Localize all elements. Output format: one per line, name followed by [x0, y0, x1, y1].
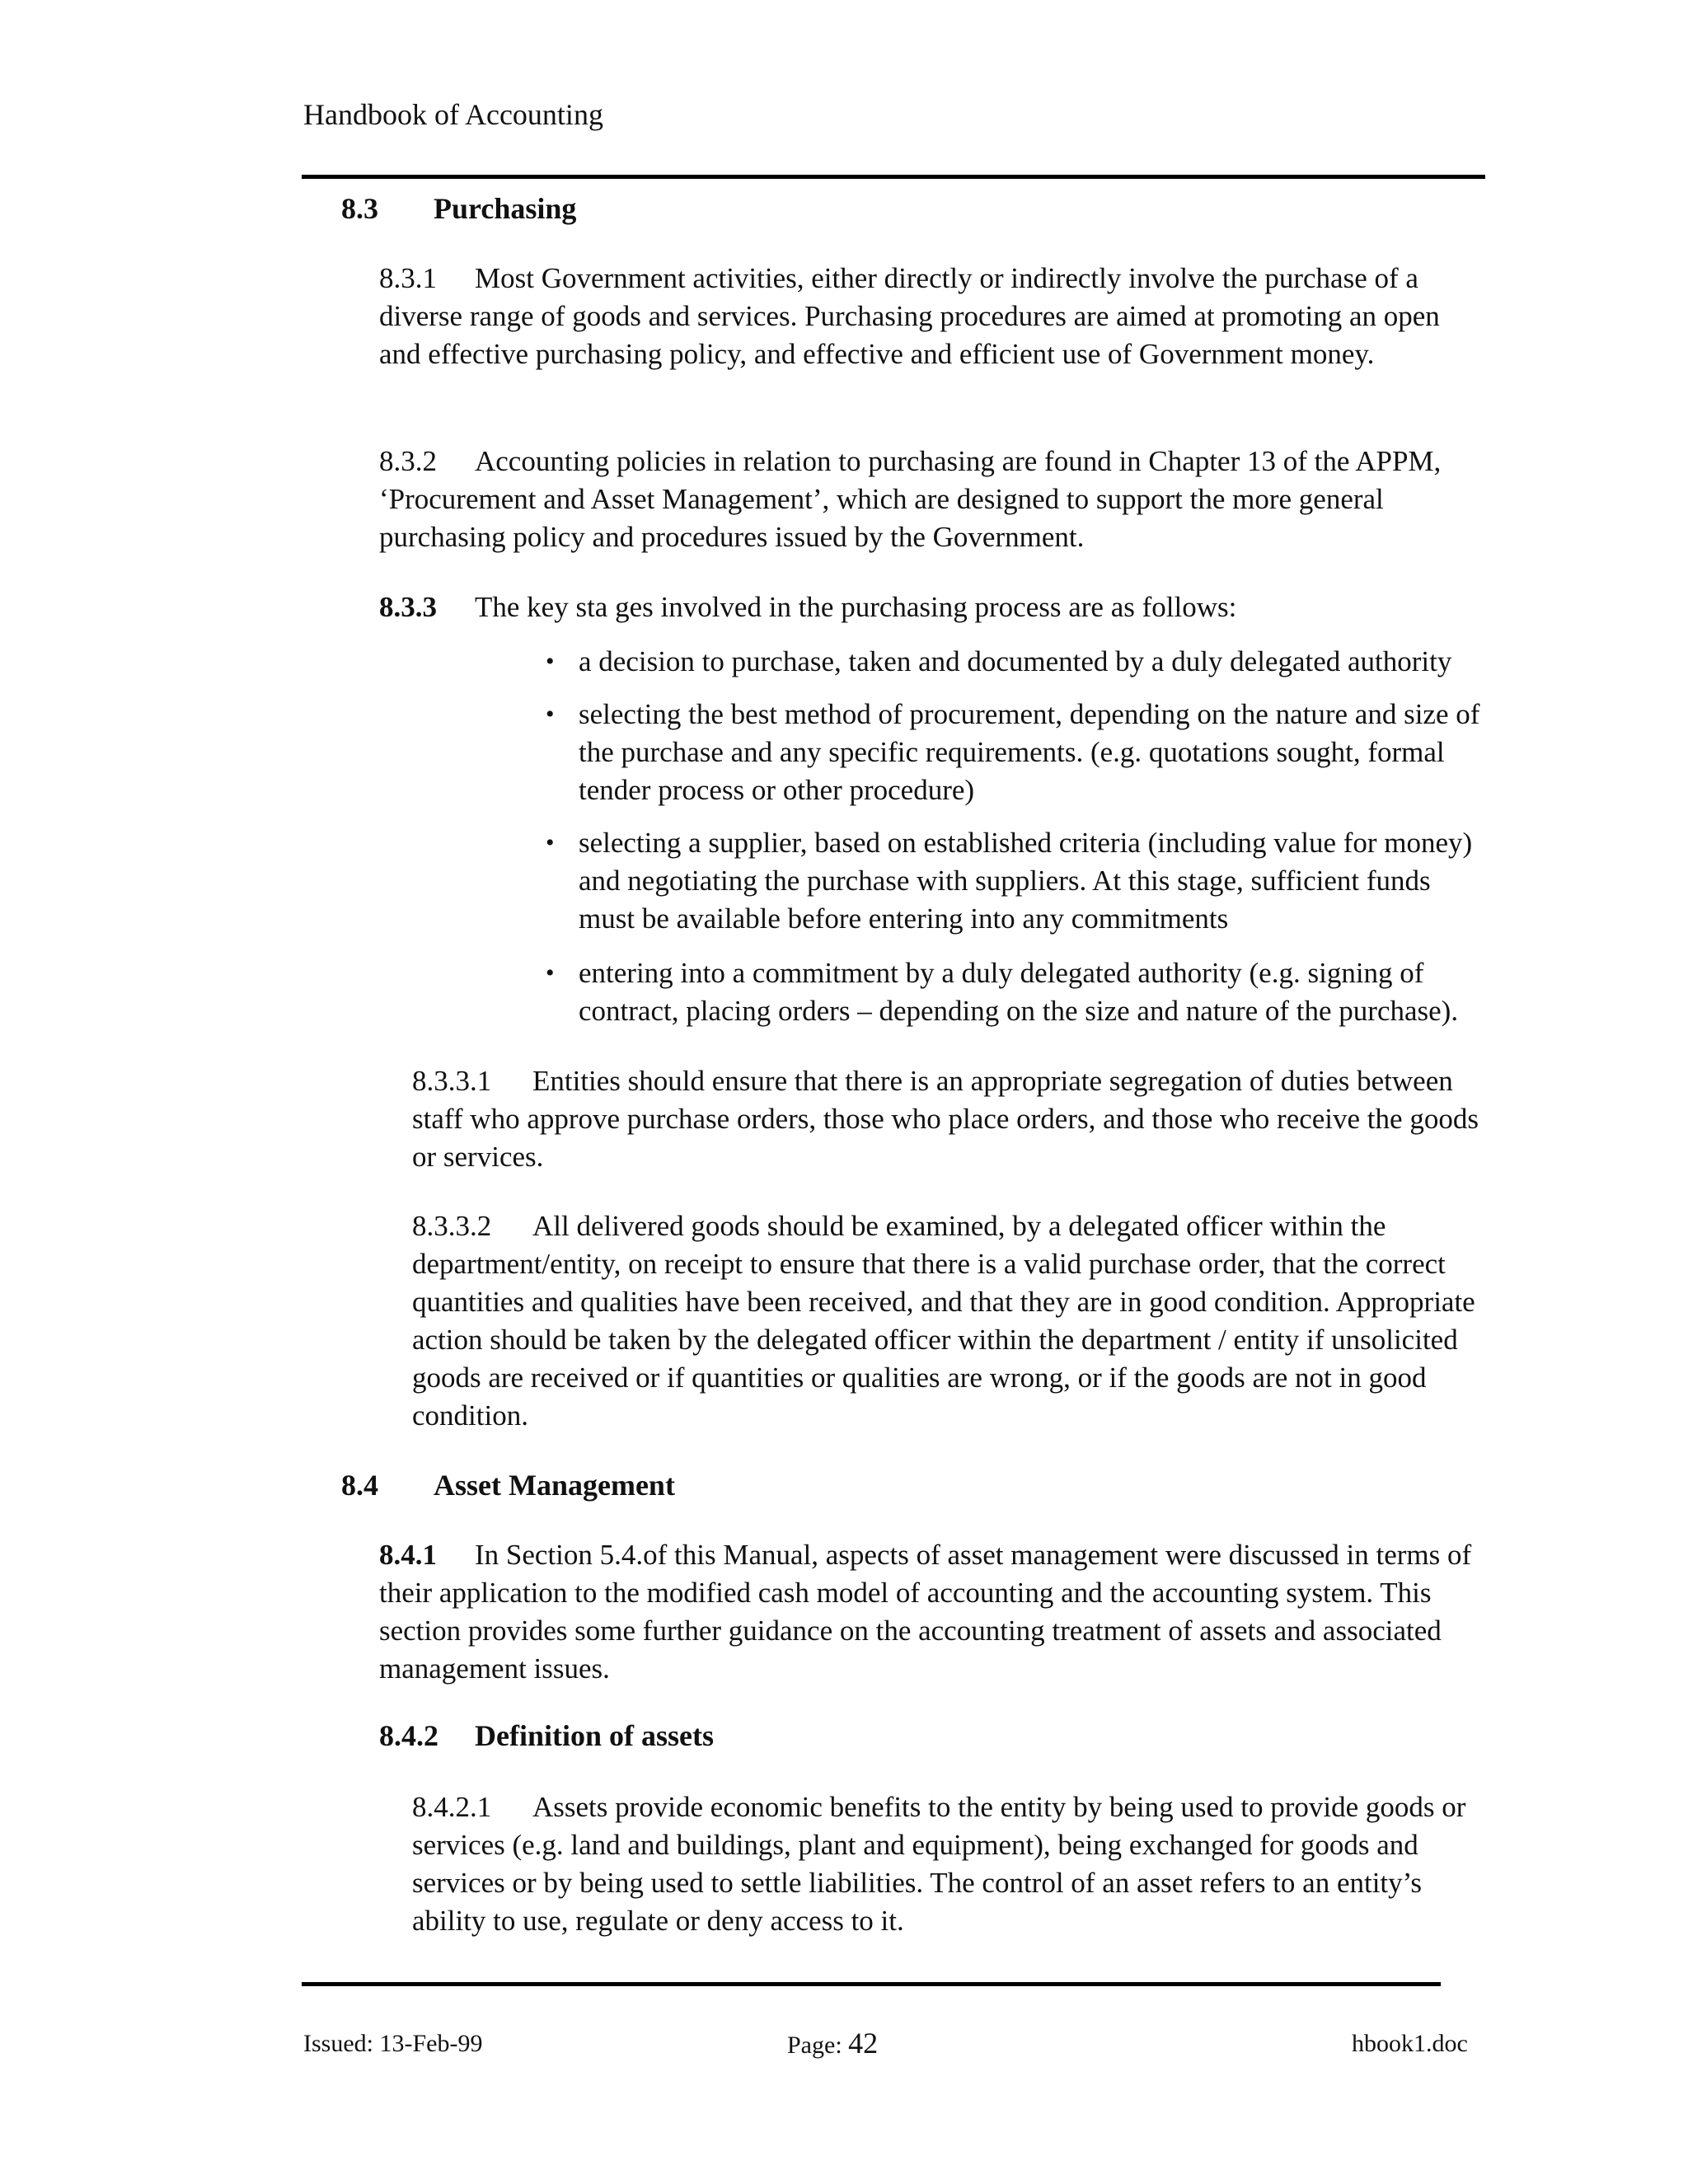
footer-page-number: 42 — [848, 2027, 879, 2060]
paragraph-number: 8.3.3.2 — [412, 1210, 492, 1242]
subsection-number: 8.4.2 — [379, 1719, 438, 1752]
running-header: Handbook of Accounting — [303, 98, 603, 131]
list-item-text: entering into a commitment by a duly delegated authority (e.g. signing of contract, placing orders – depending on the size and nature of the purchase). — [579, 957, 1459, 1027]
paragraph-text: The key sta ges involved in the purchasing process are as follows: — [475, 591, 1237, 623]
list-item-text: a decision to purchase, taken and documented by a duly delegated authority — [579, 645, 1452, 677]
footer-page-label: Page: — [787, 2032, 842, 2059]
paragraph-text: In Section 5.4.of this Manual, aspects of asset management were discussed in terms of their application to the modified cash model of accounting and the accounting system. This section provides some further guidance on the accounting treatment of assets and associated management issues. — [379, 1539, 1472, 1685]
paragraph-number: 8.3.1 — [379, 262, 437, 294]
footer-filename: hbook1.doc — [1352, 2030, 1468, 2057]
bullet-icon: • — [546, 648, 555, 675]
list-item-text: selecting the best method of procurement, depending on the nature and size of the purchase and any specific requirements. (e.g. quotations sought, formal tender process or other procedure) — [579, 698, 1480, 806]
section-number: 8.3 — [341, 192, 378, 225]
footer-page — [787, 2026, 878, 2060]
paragraph-number: 8.3.2 — [379, 445, 437, 477]
footer-issued-date: Issued: 13-Feb-99 — [303, 2030, 483, 2057]
bullet-icon: • — [546, 829, 555, 856]
paragraph-text: Accounting policies in relation to purchasing are found in Chapter 13 of the APPM, ‘Procurement and Asset Management’, which are designed to support the more general purchasing policy and procedures issued by the Government. — [379, 445, 1442, 553]
paragraph-number: 8.3.3.1 — [412, 1065, 492, 1097]
section-title: Purchasing — [434, 192, 577, 225]
subsection-title: Definition of assets — [475, 1719, 714, 1752]
paragraph-text: Assets provide economic benefits to the entity by being used to provide goods or services (e.g. land and buildings, plant and equipment), being exchanged for goods and services or by being used to settle liabilities. The control of an asset refers to an entity’s ability to use, regulate or deny access to it. — [412, 1791, 1466, 1937]
paragraph-number: 8.4.1 — [379, 1539, 437, 1571]
list-item-text: selecting a supplier, based on established criteria (including value for money) and negotiating the purchase with suppliers. At this stage, sufficient funds must be available before entering into any commitments — [579, 827, 1473, 935]
paragraph-text: All delivered goods should be examined, by a delegated officer within the department/entity, on receipt to ensure that there is a valid purchase order, that the correct quantities and qualities have been received, and that they are in good condition. Appropriate action should be taken by the delegated officer within the department / entity if unsolicited goods are received or if quantities or qualities are wrong, or if the goods are not in good condition. — [412, 1210, 1475, 1432]
paragraph-text: Entities should ensure that there is an appropriate segregation of duties between staff who approve purchase orders, those who place orders, and those who receive the goods or services. — [412, 1065, 1479, 1173]
section-title: Asset Management — [434, 1469, 675, 1502]
bullet-icon: • — [546, 701, 555, 728]
paragraph-number: 8.4.2.1 — [412, 1791, 492, 1823]
paragraph-text: Most Government activities, either directly or indirectly involve the purchase of a diverse range of goods and services. Purchasing procedures are aimed at promoting an open and effective purchasing policy, and effective and efficient use of Government money. — [379, 262, 1440, 370]
bullet-icon: • — [546, 959, 555, 987]
section-number: 8.4 — [341, 1469, 378, 1502]
paragraph-number: 8.3.3 — [379, 591, 437, 623]
header-rule — [302, 175, 1485, 179]
footer-rule — [302, 1982, 1441, 1986]
